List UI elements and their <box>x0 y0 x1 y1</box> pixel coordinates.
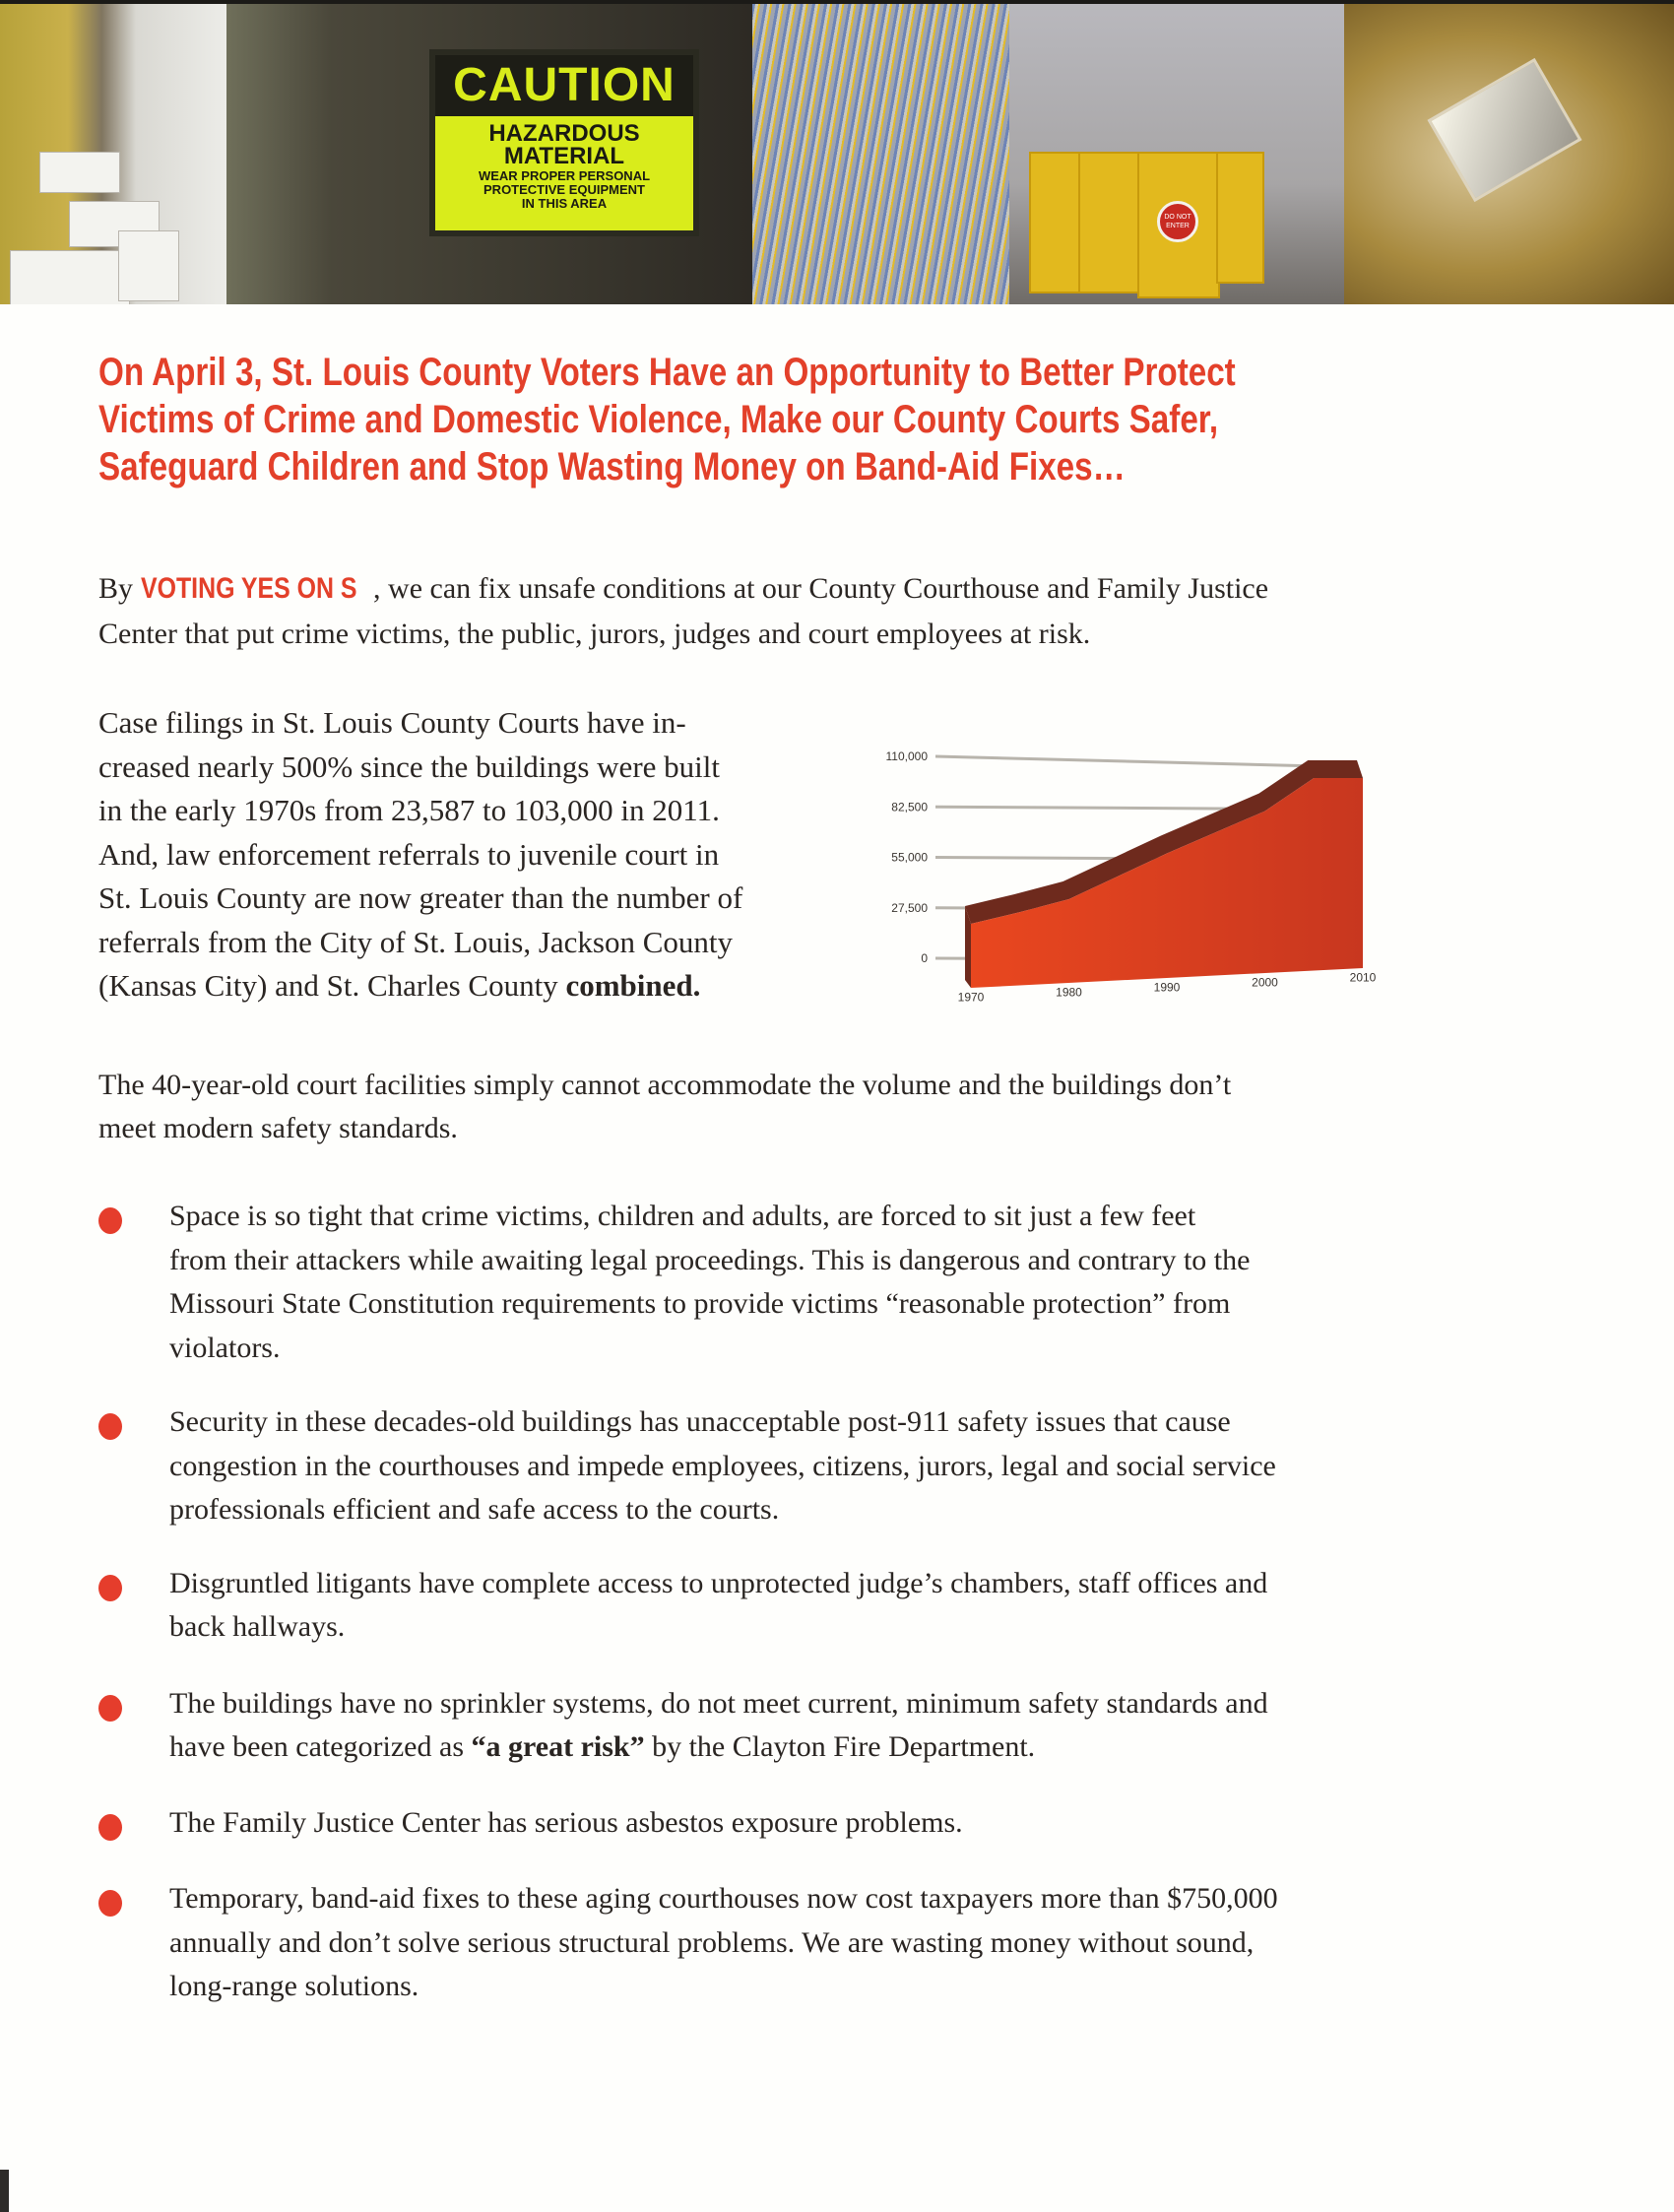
headline-line: On April 3, St. Louis County Voters Have an Opportunity to Better Protect <box>98 351 1236 394</box>
barrier-panel <box>1216 152 1264 284</box>
photo-barrier-screens <box>1009 4 1344 304</box>
facilities-line: meet modern safety standards. <box>98 1112 458 1144</box>
list-item <box>93 1195 1648 1370</box>
ceiling-hole <box>1427 58 1581 202</box>
photo-strip <box>0 0 1674 304</box>
x-tick-label: 2000 <box>1252 975 1278 990</box>
case-last-line: (Kansas City) and St. Charles County <box>98 968 566 1003</box>
y-tick-label: 82,500 <box>891 800 928 814</box>
list-item-line: Missouri State Constitution requirements to provide victims “reasonable protection” from <box>169 1287 1231 1320</box>
x-tick-label: 1990 <box>1153 980 1181 995</box>
file-box <box>39 152 120 193</box>
photo-ceiling-hole <box>1344 4 1674 304</box>
case-line: Case filings in St. Louis County Courts have in- <box>98 705 686 740</box>
combined-bold: combined. <box>565 968 701 1003</box>
x-tick-label: 1970 <box>957 990 985 1005</box>
case-line: St. Louis County are now greater than the number of <box>98 880 743 915</box>
list-item-line: Space is so tight that crime victims, children and adults, are forced to sit just a few feet <box>169 1200 1196 1232</box>
bullet-dot-icon <box>98 1575 122 1601</box>
caution-sign-line: PROTECTIVE EQUIPMENT <box>483 182 645 197</box>
headline-line: Safeguard Children and Stop Wasting Money on Band-Aid Fixes… <box>98 445 1126 488</box>
list-item-line: from their attackers while awaiting legal proceedings. This is dangerous and contrary to the <box>169 1243 1251 1276</box>
list-item-line: violators. <box>169 1331 281 1364</box>
bullet-dot-icon <box>98 1814 122 1841</box>
gridline <box>935 756 1320 766</box>
headline-line: Victims of Crime and Domestic Violence, Make our County Courts Safer, <box>98 398 1219 441</box>
great-risk-bold: “a great risk” <box>471 1730 645 1763</box>
list-item-line: Security in these decades-old buildings has unacceptable post-911 safety issues that cause <box>169 1405 1231 1438</box>
caution-sign-line: IN THIS AREA <box>521 196 608 211</box>
caution-sign-line: MATERIAL <box>503 143 625 169</box>
list-item-line: congestion in the courthouses and impede employees, citizens, jurors, legal and social service <box>169 1449 1276 1482</box>
list-item-line: The buildings have no sprinkler systems, do not meet current, minimum safety standards and <box>169 1686 1268 1720</box>
list-item-line: long-range solutions. <box>169 1970 419 2002</box>
list-item-line: professionals efficient and safe access to the courts. <box>169 1493 780 1526</box>
headline <box>98 349 1374 490</box>
bullet-dot-icon <box>98 1413 122 1440</box>
caution-sign <box>429 49 699 236</box>
intro-paragraph <box>98 566 1635 657</box>
intro-prefix: By <box>98 572 141 605</box>
chart-svg <box>867 734 1635 1009</box>
scan-edge-mark <box>0 2170 9 2212</box>
photo-file-boxes <box>0 4 226 304</box>
do-not-enter-top: DO NOT <box>1164 214 1191 221</box>
caution-sign-line: HAZARDOUS <box>488 120 640 147</box>
list-item <box>93 1400 1648 1532</box>
intro-line2: Center that put crime victims, the public, jurors, judges and court employees at risk. <box>98 618 1091 650</box>
case-line: referrals from the City of St. Louis, Jackson County <box>98 924 734 959</box>
bullet-dot-icon <box>98 1695 122 1722</box>
file-box <box>10 250 130 304</box>
x-tick-label: 2010 <box>1349 970 1377 985</box>
list-item-line: Temporary, band-aid fixes to these aging courthouses now cost taxpayers more than $750,000 <box>169 1882 1278 1915</box>
case-line: creased nearly 500% since the buildings were built <box>98 748 720 784</box>
list-item-line: The Family Justice Center has serious asbestos exposure problems. <box>169 1805 963 1839</box>
facilities-line: The 40-year-old court facilities simply cannot accommodate the volume and the buildings don’t <box>98 1069 1232 1101</box>
bullet-dot-icon <box>98 1890 122 1917</box>
case-line: And, law enforcement referrals to juvenile court in <box>98 836 720 872</box>
facilities-paragraph <box>98 1064 1635 1150</box>
list-item <box>93 1682 1648 1770</box>
caution-sign-title: CAUTION <box>435 55 693 116</box>
file-box <box>118 230 179 301</box>
list-item-line: Disgruntled litigants have complete access to unprotected judge’s chambers, staff offices and <box>169 1566 1268 1599</box>
caution-sign-line: WEAR PROPER PERSONAL <box>478 168 651 183</box>
list-item <box>93 1877 1648 2009</box>
barrier-panel <box>1078 152 1141 293</box>
intro-line1-rest: , we can fix unsafe conditions at our County Courthouse and Family Justice <box>373 572 1269 605</box>
do-not-enter-bottom: ENTER <box>1166 223 1190 229</box>
list-item-line: annually and don’t solve serious structural problems. We are wasting money without sound, <box>169 1925 1255 1959</box>
list-item <box>93 1801 1648 1846</box>
y-tick-label: 110,000 <box>885 749 928 763</box>
issues-list <box>93 1195 1648 2009</box>
case-line: in the early 1970s from 23,587 to 103,000 in 2011. <box>98 793 720 827</box>
gridline <box>935 807 1260 809</box>
x-tick-label: 1980 <box>1056 985 1082 1000</box>
voting-yes-highlight: VOTING YES ON S <box>140 572 357 605</box>
list-item-text: have been categorized as <box>169 1730 472 1763</box>
case-filings-chart <box>867 734 1635 1009</box>
list-item-text: by the Clayton Fire Department. <box>644 1730 1036 1763</box>
y-tick-label: 0 <box>921 951 928 965</box>
list-item <box>93 1562 1648 1650</box>
case-filings-paragraph <box>98 701 916 1008</box>
y-tick-label: 27,500 <box>891 900 928 915</box>
list-item-line: back hallways. <box>169 1610 346 1643</box>
bullet-dot-icon <box>98 1207 122 1234</box>
y-tick-label: 55,000 <box>891 850 928 865</box>
photo-tangled-cables <box>752 4 1009 304</box>
do-not-enter-sign <box>1157 201 1198 242</box>
barrier-panel <box>1029 152 1082 293</box>
